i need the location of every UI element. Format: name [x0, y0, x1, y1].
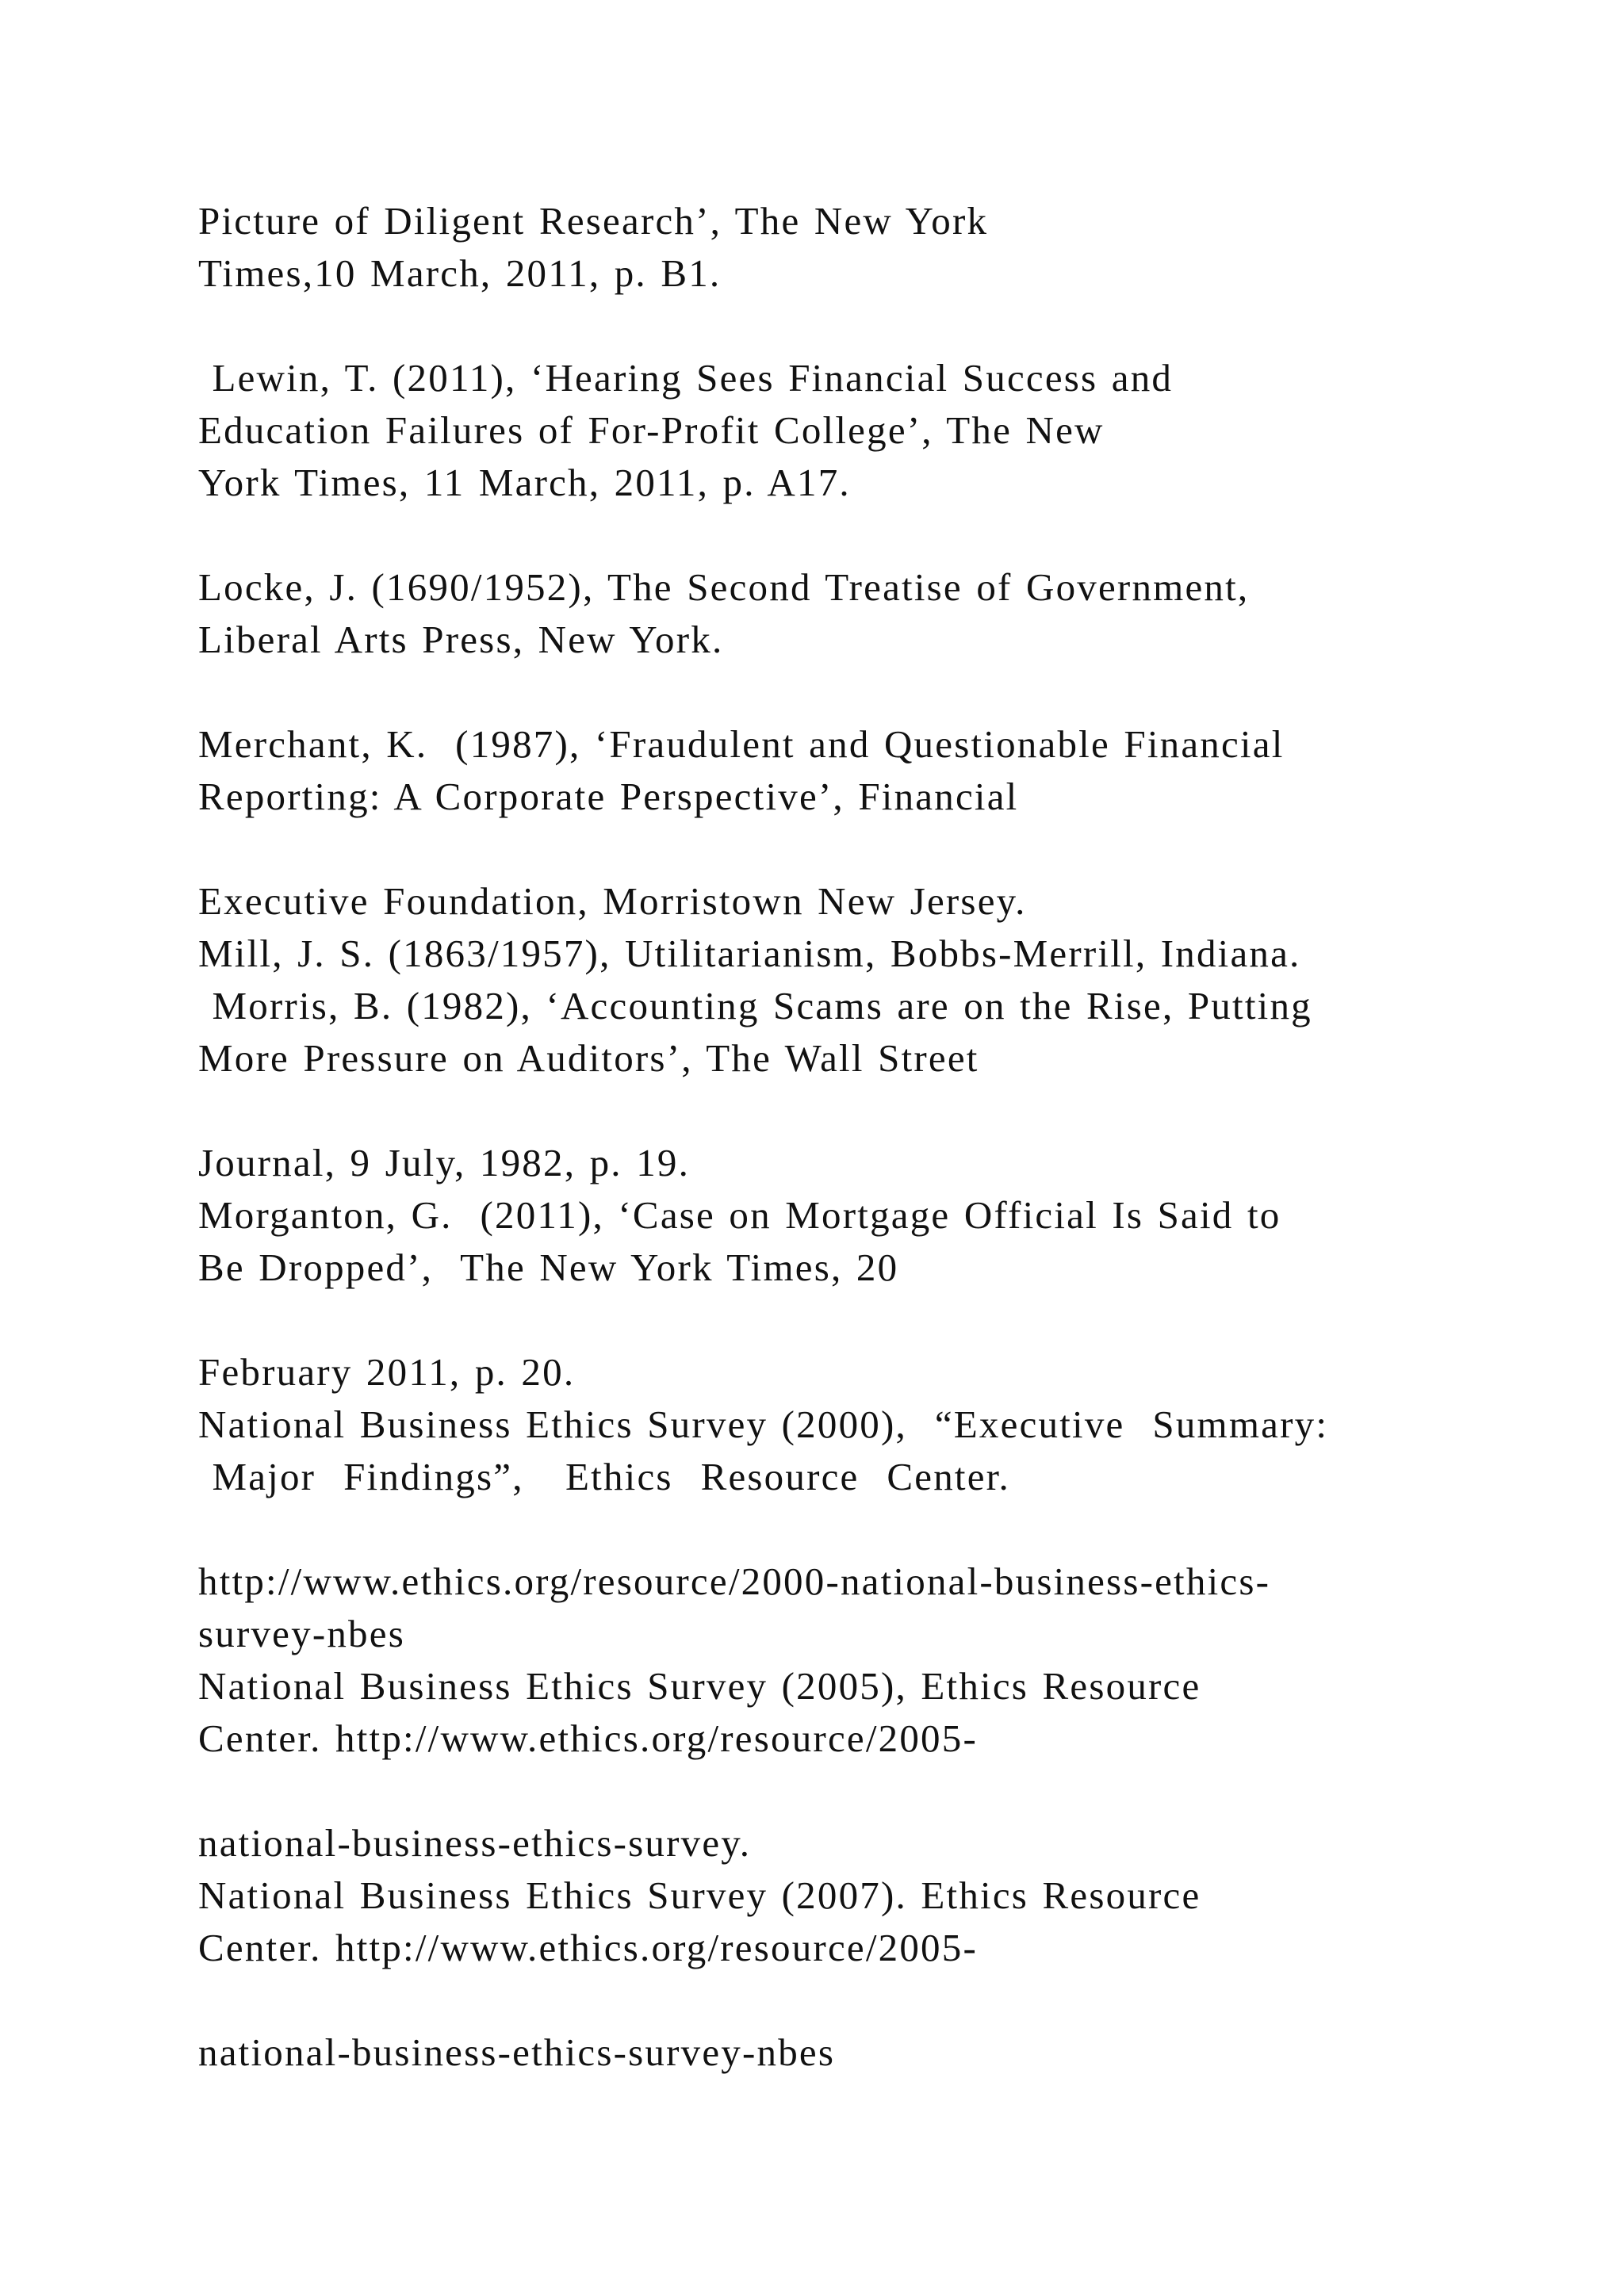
blank-line — [198, 1085, 1546, 1137]
text-line: Major Findings”, Ethics Resource Center. — [198, 1455, 1010, 1498]
text-line: Journal, 9 July, 1982, p. 19. — [198, 1141, 691, 1184]
text-line: Reporting: A Corporate Perspective’, Financial — [198, 775, 1019, 818]
text-line: Executive Foundation, Morristown New Jersey. — [198, 879, 1027, 923]
blank-line — [198, 1294, 1546, 1346]
text-line: national-business-ethics-survey-nbes — [198, 2030, 836, 2074]
text-line: Picture of Diligent Research’, The New York — [198, 199, 989, 243]
text-line: National Business Ethics Survey (2000), “Executive Summary: — [198, 1402, 1329, 1446]
references-text — [198, 195, 1546, 2079]
blank-line — [198, 1765, 1546, 1817]
text-line: Morganton, G. (2011), ‘Case on Mortgage Official Is Said to — [198, 1193, 1281, 1237]
text-line: Center. http://www.ethics.org/resource/2005- — [198, 1926, 978, 1969]
text-line: Locke, J. (1690/1952), The Second Treatise of Government, — [198, 565, 1250, 609]
text-line: Be Dropped’, The New York Times, 20 — [198, 1246, 899, 1289]
blank-line — [198, 509, 1546, 561]
text-line: York Times, 11 March, 2011, p. A17. — [198, 461, 851, 504]
text-line: Lewin, T. (2011), ‘Hearing Sees Financial Success and — [198, 356, 1174, 400]
text-line: February 2011, p. 20. — [198, 1350, 576, 1394]
text-line: survey-nbes — [198, 1612, 405, 1655]
text-line: More Pressure on Auditors’, The Wall Street — [198, 1036, 979, 1080]
text-line: Merchant, K. (1987), ‘Fraudulent and Questionable Financial — [198, 722, 1285, 766]
text-line: Liberal Arts Press, New York. — [198, 618, 724, 661]
text-line: Center. http://www.ethics.org/resource/2005- — [198, 1716, 978, 1760]
text-line: Education Failures of For-Profit College’, The New — [198, 408, 1105, 452]
text-line: Morris, B. (1982), ‘Accounting Scams are on the Rise, Putting — [198, 984, 1312, 1027]
text-line: Mill, J. S. (1863/1957), Utilitarianism, Bobbs-Merrill, Indiana. — [198, 932, 1301, 975]
text-line: national-business-ethics-survey. — [198, 1821, 752, 1865]
text-line: http://www.ethics.org/resource/2000-national-business-ethics- — [198, 1559, 1271, 1603]
text-line: National Business Ethics Survey (2005), Ethics Resource — [198, 1664, 1201, 1708]
text-line: Times,10 March, 2011, p. B1. — [198, 251, 722, 295]
blank-line — [198, 823, 1546, 875]
text-line: National Business Ethics Survey (2007). Ethics Resource — [198, 1873, 1201, 1917]
blank-line — [198, 1503, 1546, 1556]
blank-line — [198, 300, 1546, 352]
blank-line — [198, 666, 1546, 718]
blank-line — [198, 1974, 1546, 2026]
